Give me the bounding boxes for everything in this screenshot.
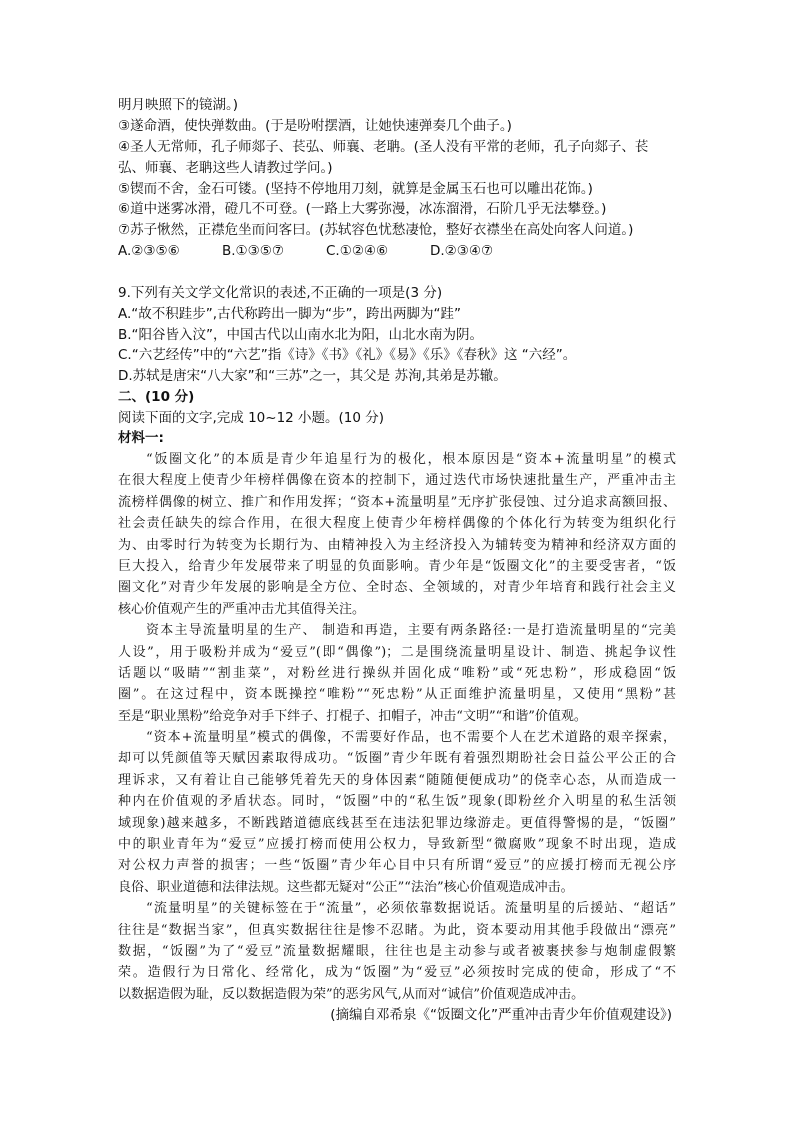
paragraph-line: 荣。造假行为日常化、经常化，成为“饭圈”为“爱豆”必须按时完成的使命，形成了“不 [118, 965, 676, 981]
translation-line: ④圣人无常师，孔子师郯子、苌弘、师襄、老聃。(圣人没有平常的老师，孔子向郯子、苌 [118, 138, 649, 155]
paragraph-line: 资本主导流量明星的生产、 制造和再造，主要有两条路径:一是打造流量明星的“完美 [146, 623, 676, 639]
paragraph-line: “流量明星”的关键标签在于“流量”，必须依靠数据说话。流量明星的后援站、“超话” [146, 901, 676, 917]
translation-line: 弘、师襄、老聃这些人请教过学问。) [118, 159, 333, 176]
paragraph-line: 话题以“吸睛”“割韭菜”，对粉丝进行操纵并固化成“唯粉”或“死忠粉”，形成稳固“饭 [118, 665, 676, 681]
paragraph-line: 域现象)越来越多，不断践踏道德底线甚至在违法犯罪边缘游走。更值得警惕的是，“饭圈” [118, 815, 676, 831]
paragraph-3 [118, 727, 676, 898]
translation-line: 明月映照下的镜湖。) [118, 97, 239, 113]
paragraph-1 [118, 449, 676, 620]
paragraph-2 [118, 620, 676, 727]
paragraph-line: 种内在价值观的矛盾状态。同时，“饭圈”中的“私生饭”现象(即粉丝介入明星的私生活领 [118, 794, 676, 810]
paragraph-line: 圈”。在这过程中，资本既操控“唯粉”“死忠粉”从正面维护流量明星，又使用“黑粉”甚 [118, 687, 676, 703]
paragraph-line: “资本+流量明星”模式的偶像，不需要好作品，也不需要个人在艺术道路的艰辛探索， [146, 730, 676, 746]
paragraph-4 [118, 898, 676, 1005]
question-option-c: C.“六艺经传”中的“六艺”指《诗》《书》《礼》《易》《乐》《春秋》这 “六经”。 [118, 347, 577, 364]
paragraph-line: “饭圈文化”的本质是青少年追星行为的极化，根本原因是“资本+流量明星”的模式 [146, 452, 676, 467]
paragraph-line: 为、由零时行为转变为长期行为、由精神投入为主经济投入为辅转变为精神和经济双方面的 [118, 537, 676, 553]
translation-line: ⑦苏子愀然，正襟危坐而问客曰。(苏轼容色忧愁凄怆，整好衣襟坐在高处向客人问道。) [118, 222, 634, 239]
translation-items [118, 95, 676, 262]
question-option-d: D.苏轼是唐宋“八大家”和“三苏”之一，其父是 苏洵,其弟是苏辙。 [118, 368, 507, 384]
material-title: 材料一: [118, 430, 164, 447]
translation-line: ⑤锲而不舍，金石可镂。(坚持不停地用刀刻，就算是金属玉石也可以雕出花饰。) [118, 180, 593, 197]
question-option-b: B.“阳谷皆入汶”，中国古代以山南水北为阳，山北水南为阴。 [118, 326, 484, 343]
paragraph-line: 核心价值观产生的严重冲击尤其值得关注。 [118, 601, 366, 617]
reading-instruction: 阅读下面的文字,完成 10~12 小题。(10 分) [118, 409, 385, 426]
question-9 [118, 283, 676, 449]
answer-choice-d: D.②③④⑦ [430, 243, 494, 260]
paragraph-line: 中的职业青年为“爱豆”应援打榜而使用公权力，导致新型“微腐败”现象不时出现，造成 [118, 837, 676, 853]
paragraph-line: 往往是“数据当家”，但真实数据往往是惨不忍睹。为此，资本要动用其他手段做出“漂亮” [118, 922, 676, 938]
answer-choice-b: B.①③⑤⑦ [222, 243, 284, 260]
reading-passage [118, 449, 676, 1027]
question-option-a: A.“故不积跬步”,古代称跨出一脚为“步”，跨出两脚为“跬” [118, 305, 462, 322]
paragraph-line: 至是“职业黑粉”给竞争对手下绊子、打棍子、扣帽子，冲击“文明”“和谐”价值观。 [118, 708, 587, 724]
paragraph-line: 理诉求，又有着让自己能够凭着先天的身体因素“随随便便成功”的侥幸心态，从而造成一 [118, 772, 676, 788]
paragraph-line: 社会责任缺失的综合作用，在很大程度上使青少年榜样偶像的个体化行为转变为组织化行 [118, 516, 676, 532]
paragraph-line: 对公权力声誉的损害；一些“饭圈”青少年心目中只有所谓“爱豆”的应援打榜而无视公序 [118, 858, 676, 874]
question-stem: 9.下列有关文学文化常识的表述,不正确的一项是(3 分) [118, 285, 443, 301]
paragraph-line: 良俗、职业道德和法律法规。这些都无疑对“公正”“法治”核心价值观造成冲击。 [118, 879, 574, 895]
paragraph-line: 以数据造假为耻，反以数据造假为荣”的恶劣风气,从而对“诚信”价值观造成冲击。 [118, 986, 585, 1002]
paragraph-line: 巨大投入，给青少年发展带来了明显的负面影响。青少年是“饭圈文化”的主要受害者，“饭 [118, 558, 676, 574]
paragraph-line: 却可以凭颜值等天赋因素取得成功。“饭圈”青少年既有着强烈期盼社会日益公平公正的合 [118, 751, 676, 767]
answer-choice-c: C.①②④⑥ [326, 243, 389, 260]
paragraph-line: 人设”，用于吸粉并成为“爱豆”(即“偶像”)；二是围绕流量明星设计、制造、挑起争议性 [118, 644, 676, 660]
paragraph-line: 流榜样偶像的树立、推广和作用发挥；“资本+流量明星”无序扩张侵蚀、过分追求高额回报、 [118, 494, 676, 510]
translation-line: ⑥道中迷雾冰滑，磴几不可登。(一路上大雾弥漫，冰冻溜滑，石阶几乎无法攀登。) [118, 201, 607, 218]
translation-line: ③遂命酒，使快弹数曲。(于是吩咐摆酒，让她快速弹奏几个曲子。) [118, 117, 512, 134]
paragraph-line: 圈文化”对青少年发展的影响是全方位、全时态、全领域的，对青少年培育和践行社会主义 [118, 580, 676, 596]
paragraph-line: 数据，“饭圈”为了“爱豆”流量数据耀眼，往往也是主动参与或者被裹挟参与炮制虚假繁 [118, 943, 676, 959]
answer-choices [118, 241, 676, 262]
source-citation: (摘编自邓希泉《“饭圈文化”严重冲击青少年价值观建设》) [330, 1007, 672, 1024]
paragraph-line: 在很大程度上使青少年榜样偶像在资本的控制下，通过迭代市场快速批量生产，严重冲击主 [118, 473, 676, 489]
section-heading: 二、(10 分) [118, 388, 195, 405]
answer-choice-a: A.②③⑤⑥ [118, 243, 180, 260]
